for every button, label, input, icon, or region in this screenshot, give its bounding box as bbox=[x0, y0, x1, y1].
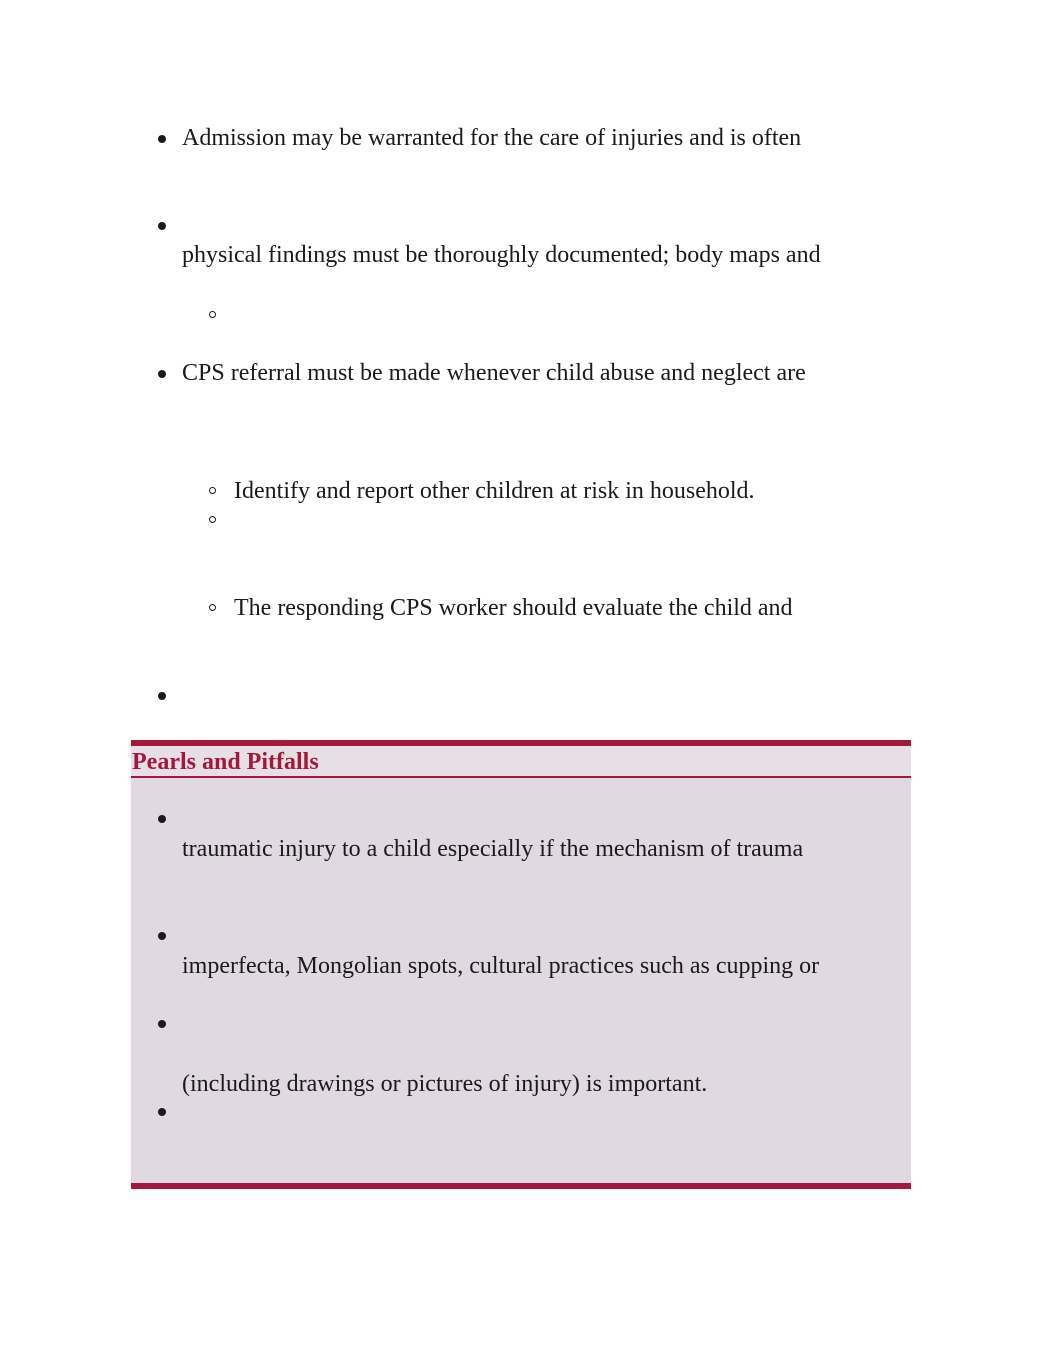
sub-item-identify-children: Identify and report other children at risk in household. bbox=[234, 478, 755, 504]
bullet-disc bbox=[158, 1108, 166, 1116]
pearls-header bbox=[131, 746, 911, 778]
pearls-item-traumatic-injury: traumatic injury to a child especially if the mechanism of trauma bbox=[182, 836, 804, 862]
bullet-disc bbox=[158, 932, 166, 940]
sub-item-cps-worker: The responding CPS worker should evaluate the child and bbox=[234, 595, 793, 621]
bullet-disc bbox=[158, 370, 166, 378]
bullet-disc bbox=[158, 135, 166, 143]
bullet-circle bbox=[209, 516, 216, 523]
bullet-circle bbox=[209, 604, 216, 611]
bullet-disc bbox=[158, 815, 166, 823]
pearls-item-documentation: (including drawings or pictures of injury) is important. bbox=[182, 1071, 708, 1097]
bullet-disc bbox=[158, 1020, 166, 1028]
bullet-disc bbox=[158, 692, 166, 700]
bullet-disc bbox=[158, 222, 166, 230]
list-item-admission: Admission may be warranted for the care of injuries and is often bbox=[182, 125, 802, 151]
bullet-circle bbox=[209, 311, 216, 318]
bullet-circle bbox=[209, 487, 216, 494]
pearls-title: Pearls and Pitfalls bbox=[132, 749, 319, 775]
pearls-item-mimics: imperfecta, Mongolian spots, cultural practices such as cupping or bbox=[182, 953, 820, 979]
list-item-cps-referral: CPS referral must be made whenever child abuse and neglect are bbox=[182, 360, 806, 386]
list-item-documentation: physical findings must be thoroughly documented; body maps and bbox=[182, 242, 821, 268]
